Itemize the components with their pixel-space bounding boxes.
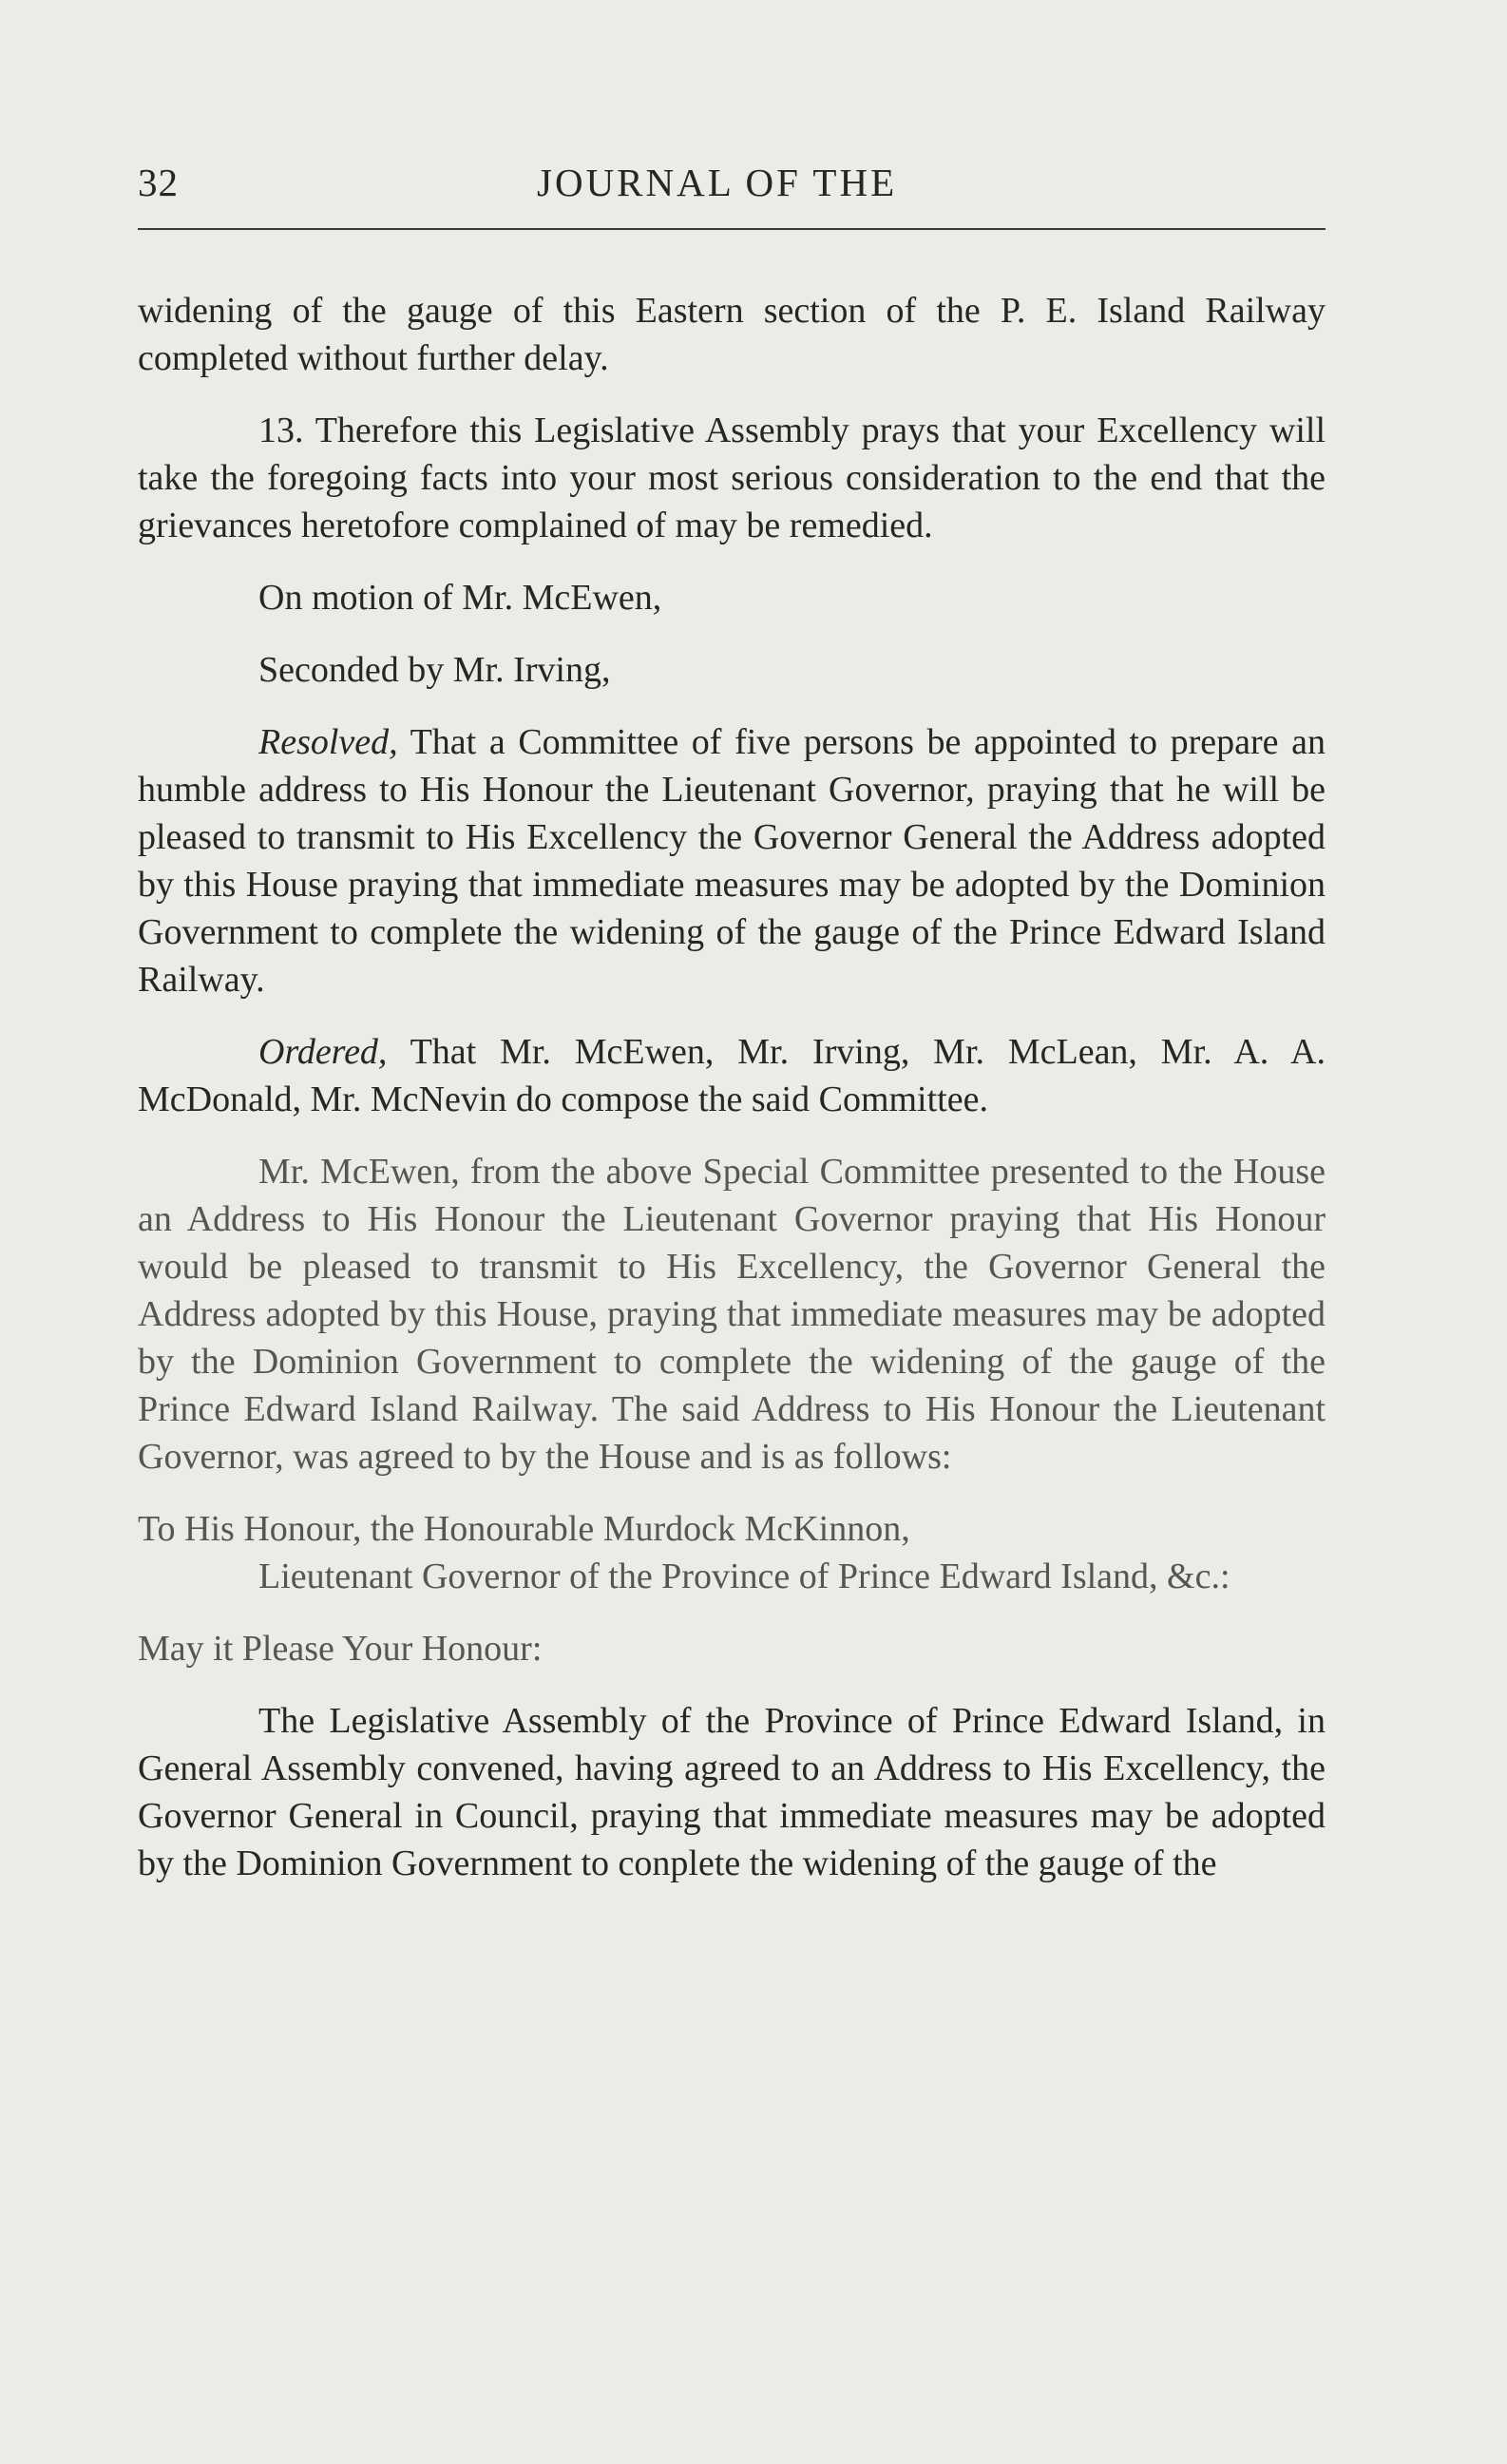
address-line-1: To His Honour, the Honourable Murdock McKinnon, — [138, 1509, 910, 1549]
address-body-paragraph: The Legislative Assembly of the Province of Prince Edward Island, in General Assembly convened, having agreed to an Address to His Excellency, the Governor General in Council, praying that immediate measures may be adopted by the Dominion Government to conplete the widening of the gauge of the — [138, 1701, 1326, 1883]
ordered-paragraph — [138, 1028, 1326, 1123]
continuation-paragraph: widening of the gauge of this Eastern section of the P. E. Island Railway completed without further delay. — [138, 291, 1326, 378]
presented-paragraph: Mr. McEwen, from the above Special Committee presented to the House an Address to His Honour the Lieutenant Governor praying that His Honour would be pleased to transmit to His Excellency, the Governor General the Address adopted by this House, praying that immediate measures may be adopted by the Dominion Government to complete the widening of the gauge of the Prince Edward Island Railway. The said Address to His Honour the Lieutenant Governor, was agreed to by the House and is as follows: — [138, 1152, 1326, 1477]
ordered-text: That Mr. McEwen, Mr. Irving, Mr. McLean, Mr. A. A. McDonald, Mr. McNevin do compose the said Committee. — [138, 1032, 1326, 1119]
resolved-paragraph — [138, 718, 1326, 1003]
seconded-line: Seconded by Mr. Irving, — [258, 650, 611, 690]
running-title: JOURNAL OF THE — [537, 161, 898, 204]
address-heading — [138, 1505, 1326, 1600]
salutation: May it Please Your Honour: — [138, 1629, 543, 1669]
motion-line: On motion of Mr. McEwen, — [258, 578, 662, 618]
clause-13-paragraph: 13. Therefore this Legislative Assembly prays that your Excellency will take the foregoing facts into your most serious consideration to the end that the grievances heretofore complained of may be remedied. — [138, 411, 1326, 545]
ordered-label: Ordered, — [258, 1032, 388, 1072]
resolved-label: Resolved, — [258, 722, 398, 762]
address-line-2: Lieutenant Governor of the Province of Prince Edward Island, &c.: — [258, 1557, 1230, 1596]
page-header — [138, 160, 1326, 217]
journal-body — [138, 287, 1326, 1912]
page-number: 32 — [138, 161, 179, 204]
header-rule — [138, 228, 1326, 230]
resolved-text: That a Committee of five persons be appointed to prepare an humble address to His Honour the Lieutenant Governor, praying that he will be pleased to transmit to His Excellency the Governor General the Address adopted by this House praying that immediate measures may be adopted by the Dominion Government to complete the widening of the gauge of the Prince Edward Island Railway. — [138, 722, 1326, 1000]
